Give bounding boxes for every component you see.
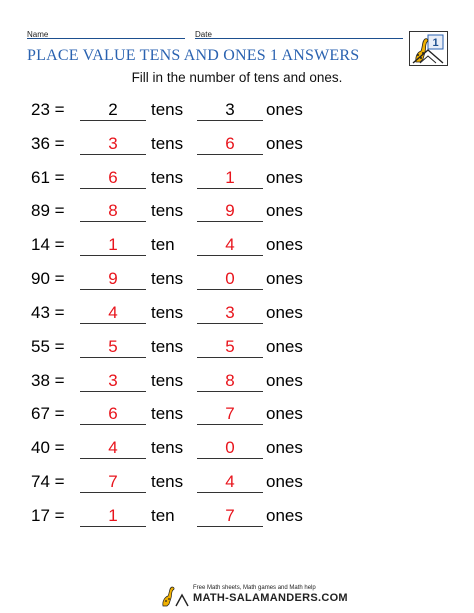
tens-answer[interactable]: 3 <box>80 133 146 155</box>
tens-label: tens <box>151 438 184 458</box>
tens-label: tens <box>151 336 184 356</box>
ones-label: ones <box>266 133 303 153</box>
name-label: Name <box>27 30 49 39</box>
problem-row <box>0 336 474 366</box>
problem-row <box>0 133 474 163</box>
ones-answer[interactable]: 3 <box>197 99 263 121</box>
problem-expression: 55 = <box>31 336 65 356</box>
problem-row <box>0 403 474 433</box>
problem-row <box>0 370 474 400</box>
date-line <box>195 38 403 39</box>
tens-answer[interactable]: 5 <box>80 336 146 358</box>
problem-row <box>0 437 474 467</box>
problem-row <box>0 167 474 197</box>
problem-expression: 40 = <box>31 438 65 458</box>
tens-answer[interactable]: 1 <box>80 234 146 256</box>
math-salamanders-logo-icon <box>409 31 448 66</box>
tens-label: tens <box>151 167 184 187</box>
tens-label: tens <box>151 370 184 390</box>
tens-label: ten <box>151 505 175 525</box>
tens-label: tens <box>151 100 184 119</box>
problem-row <box>0 200 474 230</box>
ones-answer[interactable]: 9 <box>197 200 263 222</box>
ones-answer[interactable]: 7 <box>197 505 263 527</box>
ones-answer[interactable]: 7 <box>197 403 263 425</box>
ones-label: ones <box>266 235 303 255</box>
ones-answer[interactable]: 0 <box>197 437 263 459</box>
logo-badge-number: 1 <box>432 37 439 49</box>
ones-answer[interactable]: 4 <box>197 471 263 493</box>
problem-expression: 90 = <box>31 269 65 289</box>
name-line <box>27 38 185 39</box>
problem-expression: 61 = <box>31 167 65 187</box>
page-title: PLACE VALUE TENS AND ONES 1 ANSWERS <box>27 47 360 64</box>
date-label: Date <box>195 30 212 39</box>
ones-label: ones <box>266 505 303 525</box>
problem-row <box>0 505 474 535</box>
ones-answer[interactable]: 0 <box>197 268 263 290</box>
problem-expression: 36 = <box>31 133 65 153</box>
problem-expression: 43 = <box>31 302 65 322</box>
tens-answer[interactable]: 4 <box>80 302 146 324</box>
footer-salamander-icon <box>159 585 193 607</box>
ones-label: ones <box>266 302 303 322</box>
tens-answer[interactable]: 7 <box>80 471 146 493</box>
footer-tagline: Free Math sheets, Math games and Math help <box>193 585 316 591</box>
tens-label: tens <box>151 302 184 322</box>
ones-label: ones <box>266 100 303 119</box>
problem-expression: 89 = <box>31 201 65 221</box>
problem-row <box>0 268 474 298</box>
ones-label: ones <box>266 438 303 458</box>
problem-row <box>0 471 474 501</box>
instructions: Fill in the number of tens and ones. <box>131 70 343 85</box>
ones-answer[interactable]: 6 <box>197 133 263 155</box>
ones-label: ones <box>266 201 303 221</box>
problem-expression: 38 = <box>31 370 65 390</box>
tens-answer[interactable]: 2 <box>80 99 146 121</box>
ones-label: ones <box>266 269 303 289</box>
tens-answer[interactable]: 8 <box>80 200 146 222</box>
salamander-icon <box>410 32 447 65</box>
ones-answer[interactable]: 5 <box>197 336 263 358</box>
ones-answer[interactable]: 1 <box>197 167 263 189</box>
ones-label: ones <box>266 336 303 356</box>
ones-answer[interactable]: 3 <box>197 302 263 324</box>
footer-site-name: MATH-SALAMANDERS.COM <box>193 592 348 604</box>
ones-answer[interactable]: 8 <box>197 370 263 392</box>
tens-label: tens <box>151 404 184 424</box>
tens-answer[interactable]: 1 <box>80 505 146 527</box>
ones-label: ones <box>266 404 303 424</box>
tens-label: ten <box>151 235 175 255</box>
problem-expression: 67 = <box>31 404 65 424</box>
problem-row <box>0 99 474 129</box>
problem-expression: 14 = <box>31 235 65 255</box>
problem-row <box>0 234 474 264</box>
tens-label: tens <box>151 269 184 289</box>
tens-label: tens <box>151 472 184 492</box>
tens-answer[interactable]: 3 <box>80 370 146 392</box>
problem-expression: 17 = <box>31 505 65 525</box>
ones-label: ones <box>266 370 303 390</box>
ones-answer[interactable]: 4 <box>197 234 263 256</box>
problem-expression: 74 = <box>31 472 65 492</box>
tens-answer[interactable]: 4 <box>80 437 146 459</box>
tens-label: tens <box>151 133 184 153</box>
ones-label: ones <box>266 167 303 187</box>
tens-label: tens <box>151 201 184 221</box>
tens-answer[interactable]: 9 <box>80 268 146 290</box>
ones-label: ones <box>266 472 303 492</box>
tens-answer[interactable]: 6 <box>80 167 146 189</box>
problem-expression: 23 = <box>31 100 65 119</box>
tens-answer[interactable]: 6 <box>80 403 146 425</box>
problem-row <box>0 302 474 332</box>
